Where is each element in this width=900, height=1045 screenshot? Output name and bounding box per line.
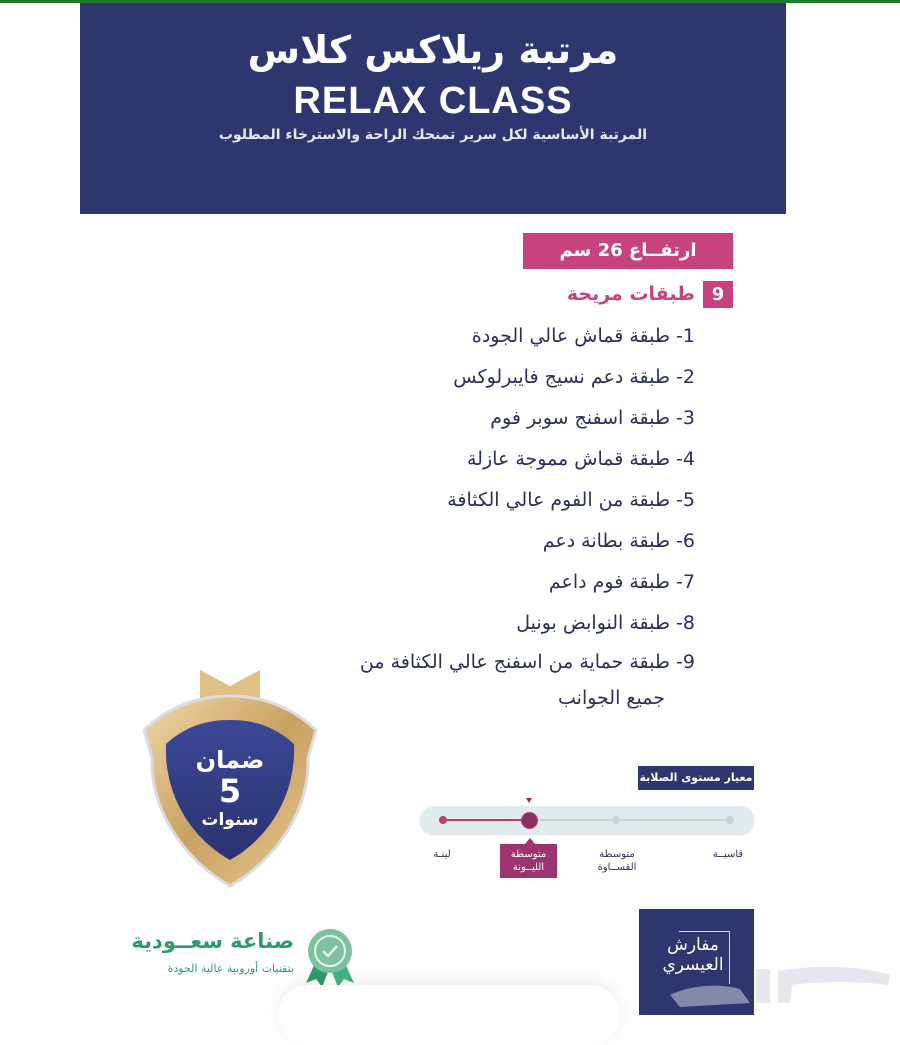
layers-list: [295, 316, 695, 716]
layer-item: 3- طبقة اسفنج سوبر فوم: [490, 407, 695, 429]
option-line: الليــونة: [512, 862, 545, 873]
firmness-dot-firm: [726, 816, 734, 824]
firmness-option-medium-firm: [590, 848, 644, 874]
firmness-option-soft: لينـة: [433, 849, 451, 860]
firmness-option-firm: قاسيــة: [712, 849, 744, 860]
layer-item: 1- طبقة قماش عالي الجودة: [471, 325, 695, 347]
layer-item: 5- طبقة من الفوم عالي الكثافة: [447, 489, 695, 511]
layers-title: طبقات مريحة: [566, 283, 695, 305]
layer-item: 8- طبقة النوابض بونيل: [516, 612, 695, 634]
firmness-dot-medium-firm: [612, 816, 620, 824]
product-subtitle: المرتبة الأساسية لكل سرير تمنحك الراحة والاسترخاء المطلوب: [218, 127, 648, 143]
height-badge: ارتفــاع 26 سم: [523, 233, 733, 269]
award-ribbon-icon: [302, 925, 358, 989]
warranty-unit: سنوات: [201, 810, 259, 830]
layer-item: 7- طبقة فوم داعم: [548, 571, 695, 593]
firmness-option-medium-soft: [500, 844, 557, 878]
option-line: القســاوة: [597, 862, 637, 873]
warranty-badge: [138, 668, 322, 888]
option-line: متوسطة: [510, 849, 547, 860]
firmness-line-active: [444, 819, 528, 821]
layers-count-badge: 9: [703, 281, 733, 308]
layer-item: 2- طبقة دعم نسيج فايبرلوكس: [453, 366, 695, 388]
firmness-dot-selected: [521, 812, 538, 829]
layer-item: [295, 644, 695, 716]
hero-banner: [80, 3, 786, 214]
layer-item-text: 9- طبقة حماية من اسفنج عالي الكثافة من: [359, 651, 695, 673]
product-title-english: RELAX CLASS: [293, 80, 573, 122]
saudi-made-subtitle: بتقنيات أوروبية عالية الجودة: [167, 962, 294, 975]
layers-heading: [567, 280, 733, 308]
saudi-made-title: صناعة سعــودية: [131, 929, 294, 953]
bottom-card: [278, 985, 620, 1045]
firmness-label: معيار مستوى الصلابة: [638, 766, 754, 790]
layer-item: 4- طبقة قماش مموجة عازلة: [467, 448, 695, 470]
firmness-line: [620, 819, 730, 821]
firmness-scale: [420, 806, 754, 834]
option-line: متوسطة: [599, 849, 635, 860]
brand-line: مفارش: [667, 935, 719, 955]
layer-item-continuation: جميع الجوانب: [558, 687, 665, 709]
watermark-logo-icon: [660, 955, 900, 1015]
warranty-years: 5: [218, 772, 242, 810]
firmness-pointer-icon: [526, 798, 532, 803]
product-title-arabic: مرتبة ريلاكس كلاس: [247, 28, 619, 72]
firmness-dot-soft: [439, 816, 447, 824]
layer-item: 6- طبقة بطانة دعم: [542, 530, 695, 552]
firmness-line: [536, 819, 612, 821]
warranty-title: ضمان: [195, 746, 265, 774]
brand-line: العيسري: [662, 955, 724, 975]
